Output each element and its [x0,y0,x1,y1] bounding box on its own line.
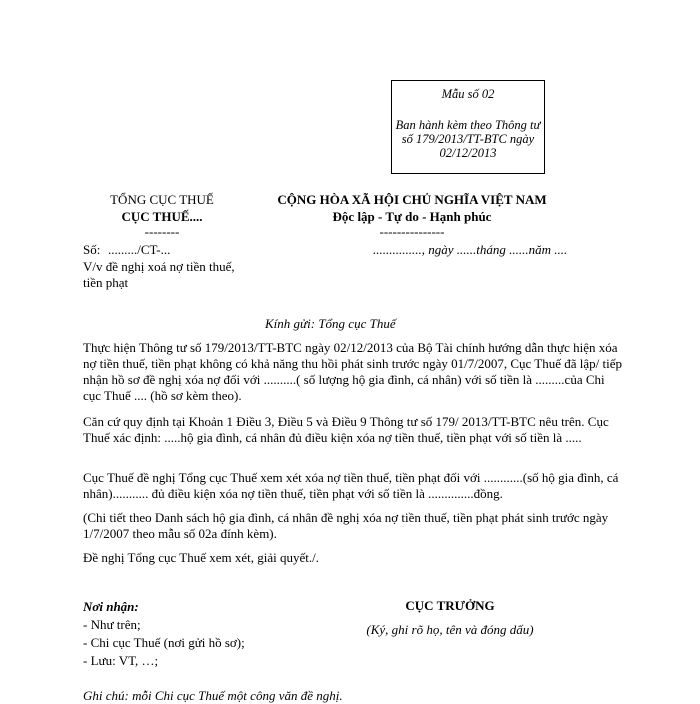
recipient-item: - Chi cục Thuế (nơi gửi hồ sơ); [83,635,245,650]
recipients-title: Nơi nhận: [83,599,139,614]
paragraph-5: Đề nghị Tổng cục Thuế xem xét, giải quyết./. [83,550,319,565]
document-number-label: Số: [83,242,101,257]
salutation: Kính gửi: Tổng cục Thuế [265,316,396,331]
paragraph-1: Thực hiện Thông tư số 179/2013/TT-BTC ngày 02/12/2013 của Bộ Tài chính hướng dẫn thực hiện xóa nợ tiền thuế, tiền phạt không có khả năng thu hồi phát sinh trước ngày 01/7/2007, Cục Thuế đã lập/ tiếp nhận hồ sơ đề nghị xóa nợ đối với ..........( số lượng hộ gia đình, cá nhân) với số tiền là .........của Chi cục Thuế .... (hồ sơ kèm theo). [83,340,623,403]
form-issued-by: Ban hành kèm theo Thông tư số 179/2013/TT-BTC ngày 02/12/2013 [395,118,541,160]
department-name: CỤC THUẾ.... [121,209,203,224]
agency-name: TỔNG CỤC THUẾ [110,192,214,207]
left-divider: -------- [144,224,180,239]
signature-note: (Ký, ghi rõ họ, tên và đóng dấu) [366,622,534,637]
form-number-box [391,80,545,174]
paragraph-4: (Chi tiết theo Danh sách hộ gia đình, cá nhân đề nghị xóa nợ tiền thuế, tiền phạt phát sinh trước ngày 1/7/2007 theo mẫu số 02a đính kèm). [83,510,609,541]
paragraph-2: Căn cứ quy định tại Khoản 1 Điều 3, Điều 5 và Điều 9 Thông tư số 179/ 2013/TT-BTC nêu trên. Cục Thuế xác định: .....hộ gia đình, cá nhân đủ điều kiện xóa nợ tiền thuế, tiền phạt với số tiền là ..... [83,414,609,445]
recipient-item: - Như trên; [83,617,141,632]
country-name: CỘNG HÒA XÃ HỘI CHỦ NGHĨA VIỆT NAM [277,192,547,207]
footnote: Ghi chú: mỗi Chi cục Thuế một công văn đề nghị. [83,688,343,703]
signature-title: CỤC TRƯỞNG [405,598,495,613]
form-number: Mẫu số 02 [441,87,495,101]
document-subject: V/v đề nghị xoá nợ tiền thuế, tiền phạt [83,259,235,290]
paragraph-3: Cục Thuế đề nghị Tổng cục Thuế xem xét xóa nợ tiền thuế, tiền phạt đối với ............(số hộ gia đình, cá nhân)........... đủ điều kiện xóa nợ tiền thuế, tiền phạt với số tiền là ..............đồng. [83,470,619,501]
recipient-item: - Lưu: VT, …; [83,653,159,668]
date-line: ..............., ngày ......tháng ......năm .... [373,242,568,257]
document-number: ........./CT-... [108,242,171,257]
national-motto: Độc lập - Tự do - Hạnh phúc [332,209,492,224]
recipients-block [83,598,245,670]
right-divider: --------------- [379,224,445,239]
